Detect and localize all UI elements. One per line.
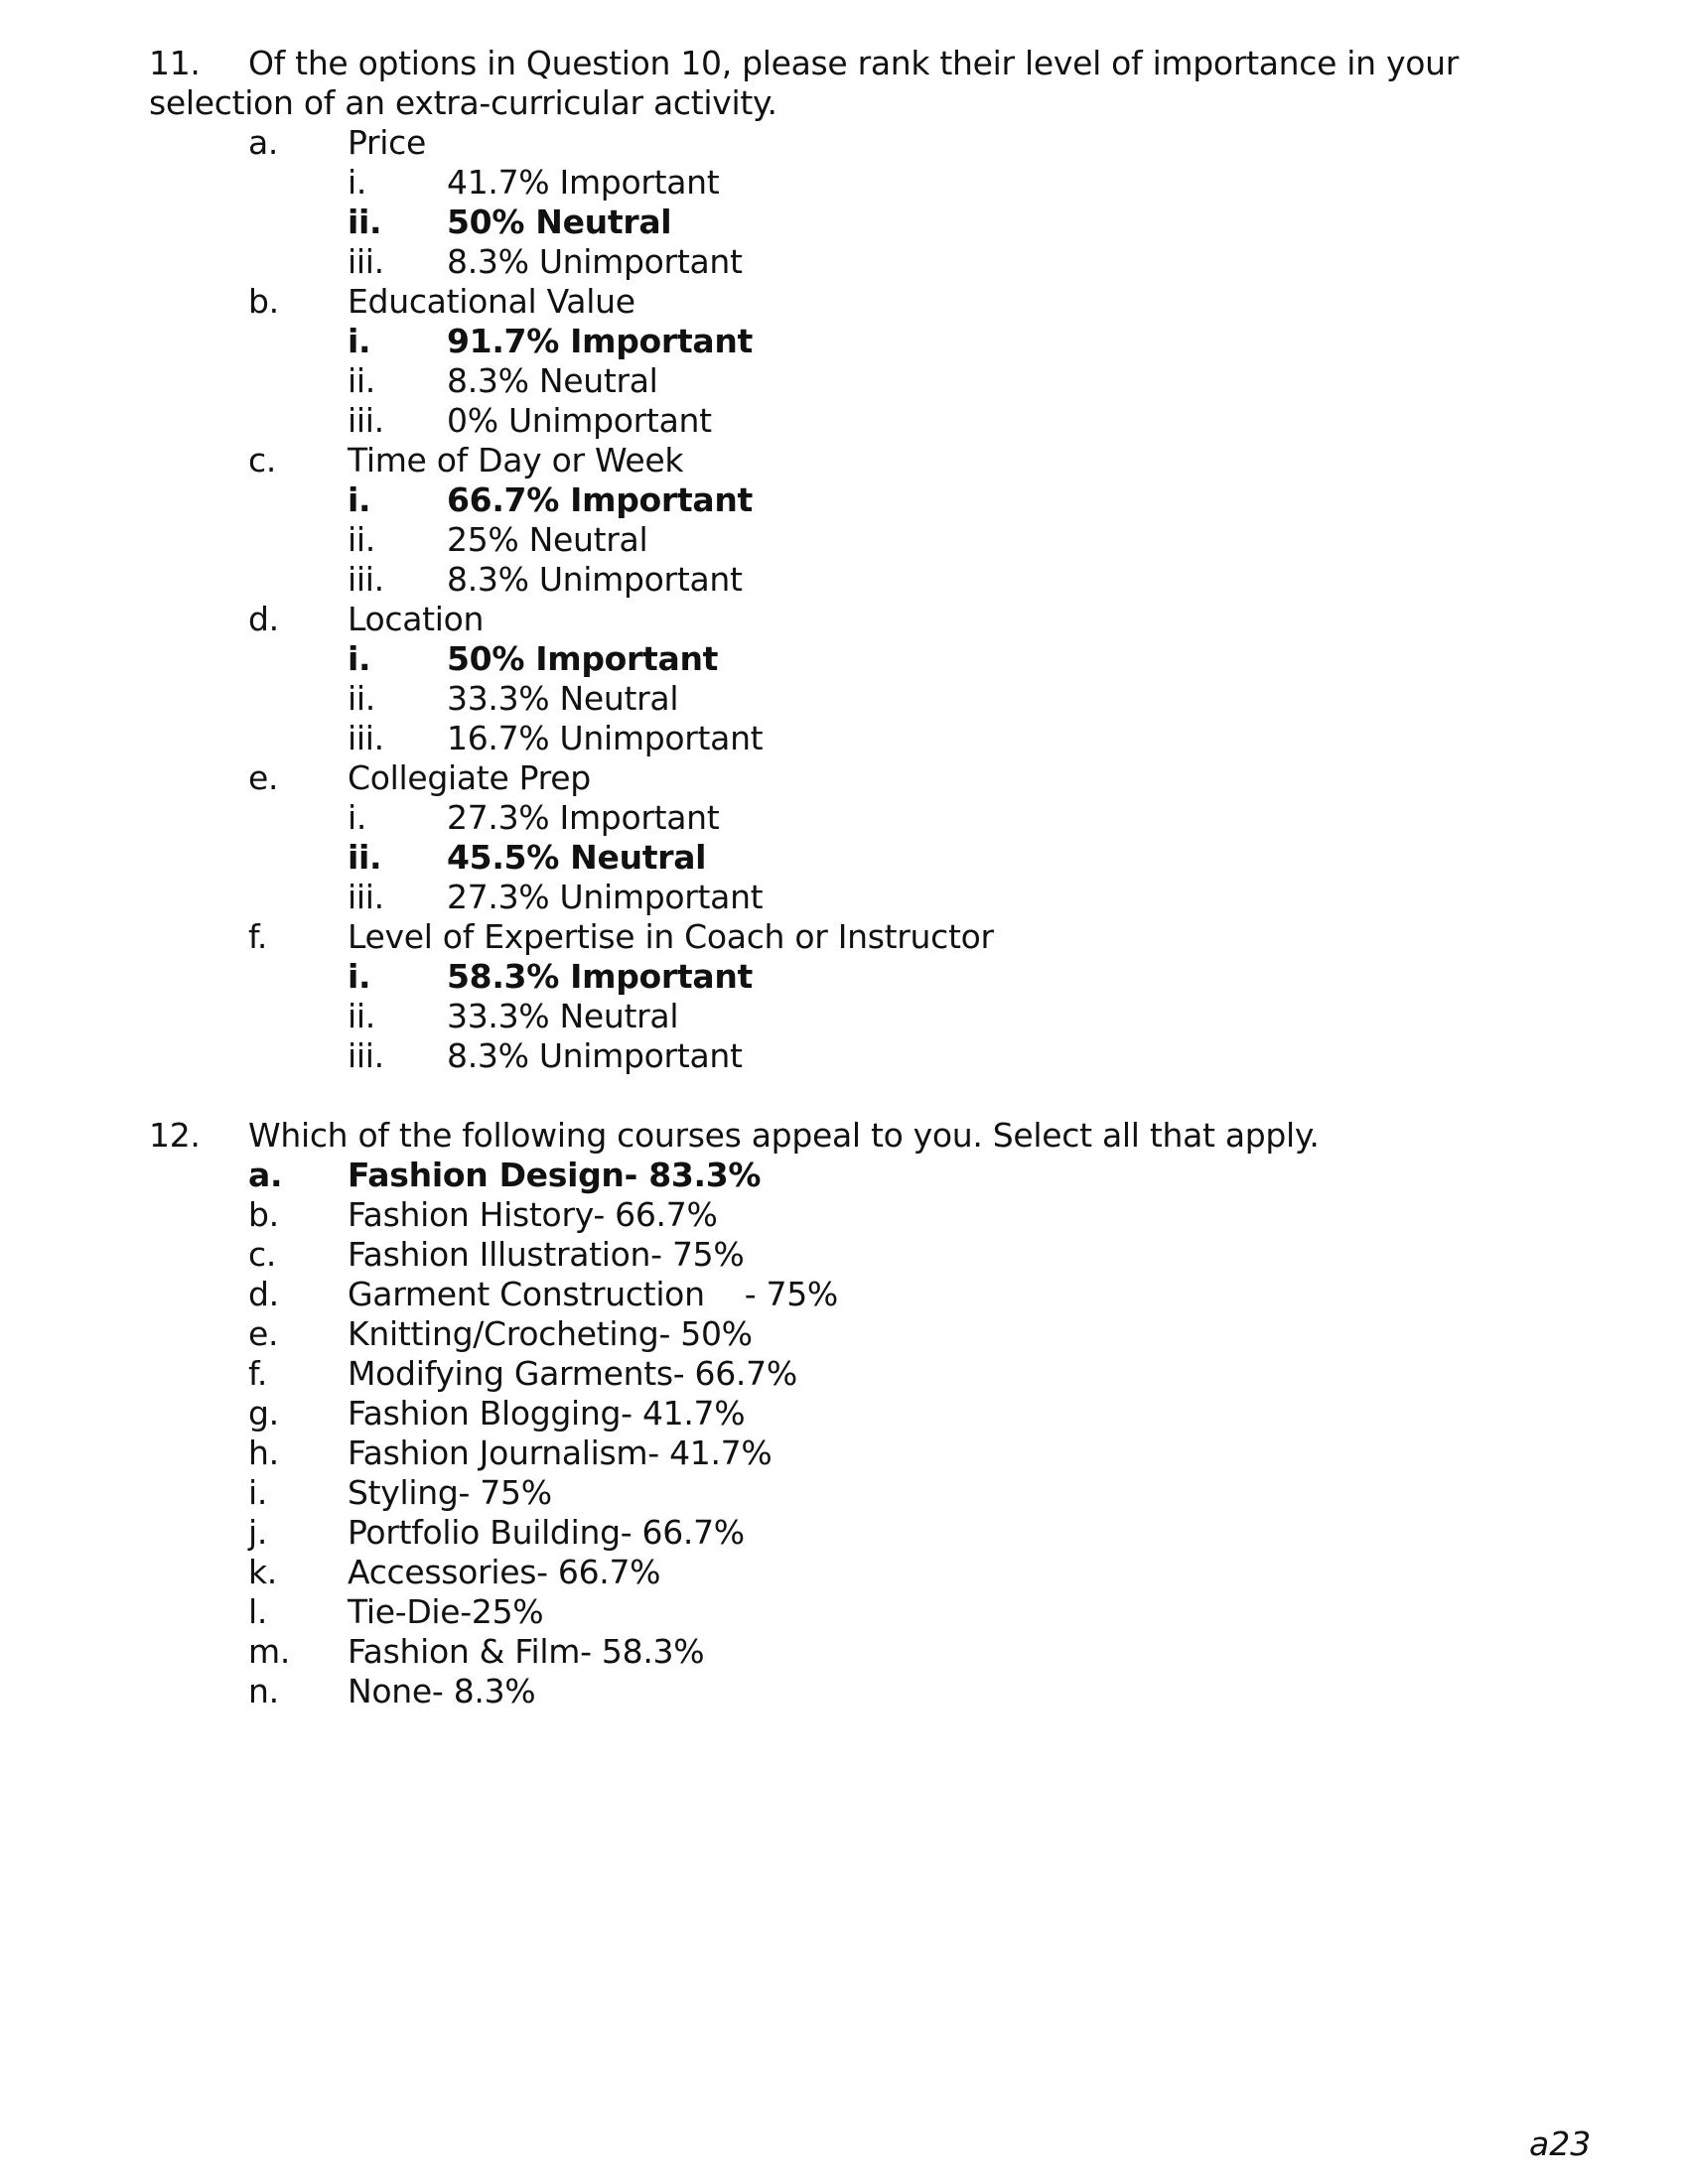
- q11-option-roman: ii.: [348, 520, 375, 559]
- q11-item-label: Time of Day or Week: [348, 441, 684, 479]
- q12-text: Which of the following courses appeal to you. Select all that apply.: [248, 1116, 1320, 1155]
- q12-item-text: None- 8.3%: [348, 1672, 536, 1710]
- q11-option-text: 27.3% Unimportant: [447, 878, 764, 916]
- q12-item-letter: k.: [248, 1553, 278, 1591]
- q12-item-text: [348, 1275, 838, 1314]
- q11-item-letter: e.: [248, 758, 279, 797]
- q11-option-text: 33.3% Neutral: [447, 997, 679, 1035]
- q11-item-letter: a.: [248, 123, 279, 162]
- q11-option-text: 50% Neutral: [447, 203, 672, 241]
- q11-option-text: 33.3% Neutral: [447, 679, 679, 718]
- q11-option-roman: i.: [348, 322, 371, 360]
- q11-option-roman: ii.: [348, 838, 382, 877]
- q12-item-letter: d.: [248, 1275, 279, 1313]
- q11-text-line2: selection of an extra-curricular activity.: [149, 83, 777, 122]
- q11-option-text: 66.7% Important: [447, 480, 754, 519]
- q11-option-roman: i.: [348, 957, 371, 996]
- q11-option-text: 16.7% Unimportant: [447, 719, 764, 757]
- page-number: a23: [1529, 2124, 1592, 2163]
- q12-item-letter: i.: [248, 1473, 268, 1512]
- q12-item-text: Fashion Journalism- 41.7%: [348, 1433, 773, 1472]
- q12-item-text: Styling- 75%: [348, 1473, 552, 1512]
- q12-item-letter: n.: [248, 1672, 279, 1710]
- q11-option-text: 41.7% Important: [447, 163, 720, 202]
- q12-item-text: Portfolio Building- 66.7%: [348, 1513, 745, 1552]
- q11-item-letter: f.: [248, 917, 268, 956]
- q12-item-text: Modifying Garments- 66.7%: [348, 1354, 797, 1393]
- q11-option-text: 8.3% Neutral: [447, 361, 658, 400]
- q11-option-roman: iii.: [348, 401, 384, 440]
- q12-item-text-main: Garment Construction: [348, 1275, 705, 1313]
- q12-item-letter: c.: [248, 1235, 277, 1274]
- q11-item-letter: b.: [248, 282, 279, 321]
- q12-item-text: Accessories- 66.7%: [348, 1553, 661, 1591]
- q11-option-text: 8.3% Unimportant: [447, 1036, 743, 1075]
- q12-number: 12.: [149, 1116, 201, 1155]
- q11-option-roman: iii.: [348, 878, 384, 916]
- q11-option-roman: iii.: [348, 242, 384, 281]
- q12-item-text: Knitting/Crocheting- 50%: [348, 1314, 753, 1353]
- q12-item-letter: a.: [248, 1156, 283, 1194]
- q12-item-letter: l.: [248, 1592, 268, 1631]
- q11-option-roman: i.: [348, 163, 367, 202]
- q12-item-text: Fashion Blogging- 41.7%: [348, 1394, 746, 1433]
- q11-number: 11.: [149, 44, 201, 82]
- q11-option-text: 45.5% Neutral: [447, 838, 707, 877]
- q11-option-roman: ii.: [348, 997, 375, 1035]
- q12-item-letter: e.: [248, 1314, 279, 1353]
- q11-item-label: Level of Expertise in Coach or Instructor: [348, 917, 994, 956]
- q11-option-text: 50% Important: [447, 639, 719, 678]
- q11-option-text: 0% Unimportant: [447, 401, 712, 440]
- q12-item-text: Fashion Design- 83.3%: [348, 1156, 762, 1194]
- q11-option-text: 58.3% Important: [447, 957, 754, 996]
- q12-item-text: Fashion & Film- 58.3%: [348, 1632, 705, 1671]
- q11-option-roman: iii.: [348, 1036, 384, 1075]
- q11-item-label: Location: [348, 600, 485, 638]
- q11-option-roman: i.: [348, 798, 367, 837]
- q11-option-text: 27.3% Important: [447, 798, 720, 837]
- q12-item-letter: m.: [248, 1632, 291, 1671]
- q12-item-letter: f.: [248, 1354, 268, 1393]
- q11-option-roman: iii.: [348, 560, 384, 599]
- q11-item-label: Collegiate Prep: [348, 758, 591, 797]
- q11-option-text: 8.3% Unimportant: [447, 242, 743, 281]
- q12-item-letter: j.: [248, 1513, 268, 1552]
- q11-item-letter: d.: [248, 600, 279, 638]
- q11-option-roman: ii.: [348, 203, 382, 241]
- q11-item-letter: c.: [248, 441, 277, 479]
- q11-option-text: 25% Neutral: [447, 520, 648, 559]
- q12-item-letter: b.: [248, 1195, 279, 1234]
- q12-item-text: Fashion History- 66.7%: [348, 1195, 718, 1234]
- q11-text-line1: Of the options in Question 10, please rank their level of importance in your: [248, 44, 1459, 82]
- q11-option-text: 91.7% Important: [447, 322, 754, 360]
- q11-item-label: Price: [348, 123, 427, 162]
- q12-item-letter: g.: [248, 1394, 279, 1433]
- q11-option-roman: i.: [348, 480, 371, 519]
- q11-option-text: 8.3% Unimportant: [447, 560, 743, 599]
- q12-item-text: Fashion Illustration- 75%: [348, 1235, 745, 1274]
- q11-item-label: Educational Value: [348, 282, 635, 321]
- q11-option-roman: iii.: [348, 719, 384, 757]
- q11-option-roman: i.: [348, 639, 371, 678]
- q11-option-roman: ii.: [348, 361, 375, 400]
- q12-item-text: Tie-Die-25%: [348, 1592, 544, 1631]
- q12-item-letter: h.: [248, 1433, 279, 1472]
- q11-option-roman: ii.: [348, 679, 375, 718]
- q12-item-text-suffix: - 75%: [744, 1275, 838, 1313]
